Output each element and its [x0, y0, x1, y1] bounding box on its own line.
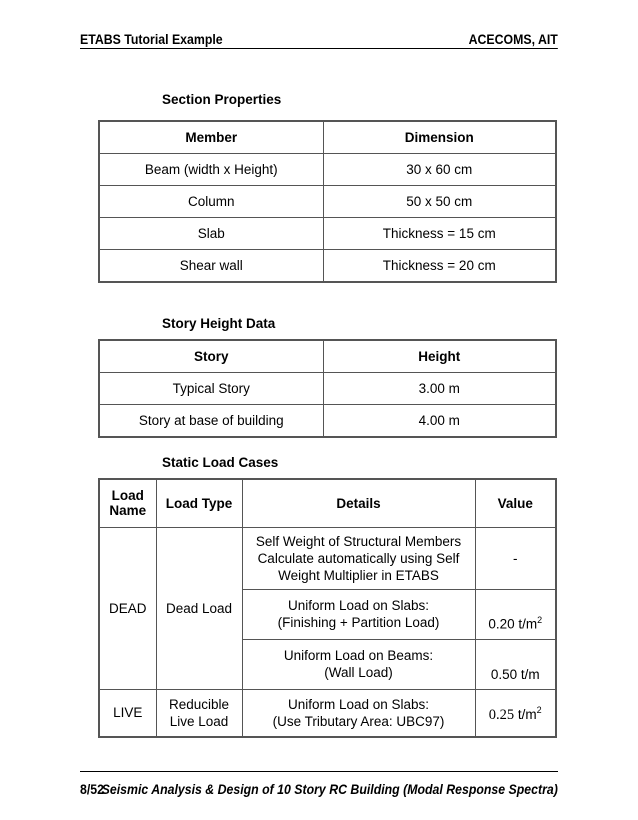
column-header-details: Details — [242, 479, 475, 527]
page-header — [80, 26, 558, 49]
details-cell — [242, 527, 475, 589]
section-properties-table — [98, 120, 557, 283]
table-cell: Typical Story — [99, 373, 323, 405]
value-cell — [475, 639, 556, 689]
value-superscript: 2 — [537, 615, 543, 625]
detail-line: (Wall Load) — [324, 665, 393, 680]
table-header-row — [99, 340, 556, 373]
value-cell — [475, 589, 556, 639]
column-header-load-type: Load Type — [156, 479, 242, 527]
detail-line: Self Weight of Structural Members — [255, 533, 462, 549]
value-text: 0.25 — [488, 706, 515, 723]
column-header: Dimension — [323, 121, 556, 154]
story-height-table — [98, 339, 557, 438]
static-load-table — [98, 478, 557, 738]
details-cell — [242, 589, 475, 639]
table-cell: Thickness = 15 cm — [323, 218, 556, 250]
value-text: 0.20 t/m — [488, 616, 538, 632]
value-cell: - — [475, 527, 556, 589]
static-load-title: Static Load Cases — [162, 455, 279, 470]
table-row — [99, 218, 556, 250]
table-cell: 4.00 m — [323, 405, 556, 438]
table-cell: Slab — [99, 218, 323, 250]
table-row — [99, 186, 556, 218]
load-name-live: LIVE — [99, 689, 156, 737]
table-row — [99, 689, 556, 737]
header-line: Load — [111, 488, 144, 504]
column-header: Member — [99, 121, 323, 154]
value-superscript: 2 — [536, 704, 542, 715]
value-text: 0.50 t/m — [490, 666, 540, 682]
load-type-live — [156, 689, 242, 737]
table-cell: 50 x 50 cm — [323, 186, 556, 218]
details-cell — [242, 639, 475, 689]
value-unit: t/m — [514, 706, 537, 722]
table-cell: Beam (width x Height) — [99, 154, 323, 186]
page-number: 8/52 — [80, 781, 104, 797]
details-cell — [242, 689, 475, 737]
table-cell: 30 x 60 cm — [323, 154, 556, 186]
header-right: ACECOMS, AIT — [468, 31, 558, 47]
detail-line: (Use Tributary Area: UBC97) — [272, 713, 445, 729]
load-type-dead: Dead Load — [156, 527, 242, 689]
section-properties-title: Section Properties — [162, 92, 282, 107]
detail-line: Uniform Load on Slabs: — [287, 696, 430, 712]
table-cell: Column — [99, 186, 323, 218]
detail-line: Weight Multiplier in ETABS — [278, 567, 439, 583]
table-header-row — [99, 121, 556, 154]
detail-line: Calculate automatically using Self — [257, 550, 460, 566]
header-line: Name — [109, 503, 147, 519]
detail-line: (Finishing + Partition Load) — [277, 615, 440, 630]
value-cell — [475, 689, 556, 737]
table-row — [99, 373, 556, 405]
table-row — [99, 250, 556, 283]
footer-title: Seismic Analysis & Design of 10 Story RC Building (Modal Response Spectra) — [101, 781, 558, 797]
type-line: Reducible — [168, 696, 230, 712]
table-row — [99, 527, 556, 589]
table-header-row — [99, 479, 556, 527]
column-header-load-name — [99, 479, 156, 527]
page-footer — [80, 771, 558, 802]
table-cell: Story at base of building — [99, 405, 323, 438]
type-line: Live Load — [169, 713, 229, 729]
table-row — [99, 405, 556, 438]
header-left: ETABS Tutorial Example — [80, 31, 223, 47]
detail-line: Uniform Load on Beams: — [283, 648, 434, 663]
table-cell: Thickness = 20 cm — [323, 250, 556, 283]
column-header-value: Value — [475, 479, 556, 527]
detail-line: Uniform Load on Slabs: — [287, 598, 430, 613]
story-height-title: Story Height Data — [162, 316, 276, 331]
table-row — [99, 154, 556, 186]
column-header: Story — [99, 340, 323, 373]
column-header: Height — [323, 340, 556, 373]
table-cell: Shear wall — [99, 250, 323, 283]
table-cell: 3.00 m — [323, 373, 556, 405]
load-name-dead: DEAD — [99, 527, 156, 689]
